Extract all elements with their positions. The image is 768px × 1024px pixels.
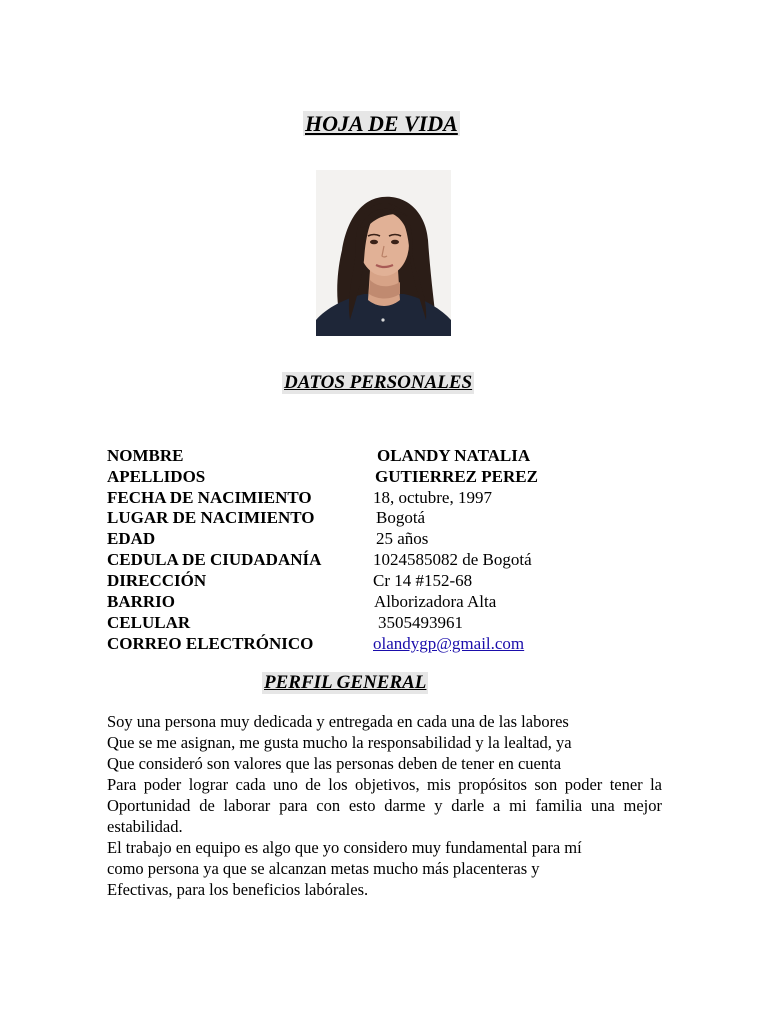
row-direccion	[107, 570, 707, 591]
row-value: 18, octubre, 1997	[373, 488, 492, 507]
row-barrio	[107, 591, 707, 612]
row-label: EDAD	[107, 529, 156, 548]
profile-line: estabilidad.	[107, 817, 183, 836]
row-label: NOMBRE	[107, 446, 184, 465]
profile-line: como persona ya que se alcanzan metas mucho más placenteras y	[107, 859, 540, 878]
row-label: CELULAR	[107, 613, 191, 632]
profile-line: Soy una persona muy dedicada y entregada en cada una de las labores	[107, 712, 569, 731]
page-title: HOJA DE VIDA	[305, 111, 458, 136]
row-lugar-nacimiento	[107, 507, 707, 528]
row-celular	[107, 612, 707, 633]
portrait-photo	[316, 170, 451, 336]
row-value: Bogotá	[376, 508, 426, 527]
row-correo	[107, 633, 707, 654]
row-label: APELLIDOS	[107, 467, 206, 486]
row-edad	[107, 528, 707, 549]
row-cedula	[107, 549, 707, 570]
row-value: OLANDY NATALIA	[377, 446, 531, 465]
row-label: LUGAR DE NACIMIENTO	[107, 508, 315, 527]
row-nombre	[107, 445, 707, 466]
profile-line: Para poder lograr cada uno de los objetivos, mis propósitos son poder tener la	[107, 775, 662, 794]
row-value: 25 años	[376, 529, 429, 548]
portrait-photo-icon	[316, 170, 451, 336]
profile-line: Que se me asignan, me gusta mucho la responsabilidad y la lealtad, ya	[107, 733, 572, 752]
row-value: Cr 14 #152-68	[373, 571, 473, 590]
profile-line: El trabajo en equipo es algo que yo considero muy fundamental para mí	[107, 838, 582, 857]
personal-data-heading: DATOS PERSONALES	[284, 372, 473, 393]
row-value: Alborizadora Alta	[374, 592, 497, 611]
profile-paragraph	[107, 711, 662, 900]
row-label: BARRIO	[107, 592, 176, 611]
profile-line: Que consideró son valores que las personas deben de tener en cuenta	[107, 754, 562, 773]
email-link[interactable]: olandygp@gmail.com	[373, 634, 525, 653]
row-fecha-nacimiento	[107, 487, 707, 508]
row-label: FECHA DE NACIMIENTO	[107, 488, 312, 507]
profile-line: Efectivas, para los beneficios labórales.	[107, 880, 369, 899]
profile-heading: PERFIL GENERAL	[264, 672, 427, 693]
profile-line: Oportunidad de laborar para con esto darme y darle a mi familia una mejor	[107, 796, 662, 815]
row-apellidos	[107, 466, 707, 487]
row-label: DIRECCIÓN	[107, 571, 207, 590]
row-value: 1024585082 de Bogotá	[373, 550, 532, 569]
row-value: 3505493961	[378, 613, 463, 632]
row-label: CORREO ELECTRÓNICO	[107, 634, 314, 653]
row-label: CEDULA DE CIUDADANÍA	[107, 550, 322, 569]
row-value: GUTIERREZ PEREZ	[375, 467, 538, 486]
